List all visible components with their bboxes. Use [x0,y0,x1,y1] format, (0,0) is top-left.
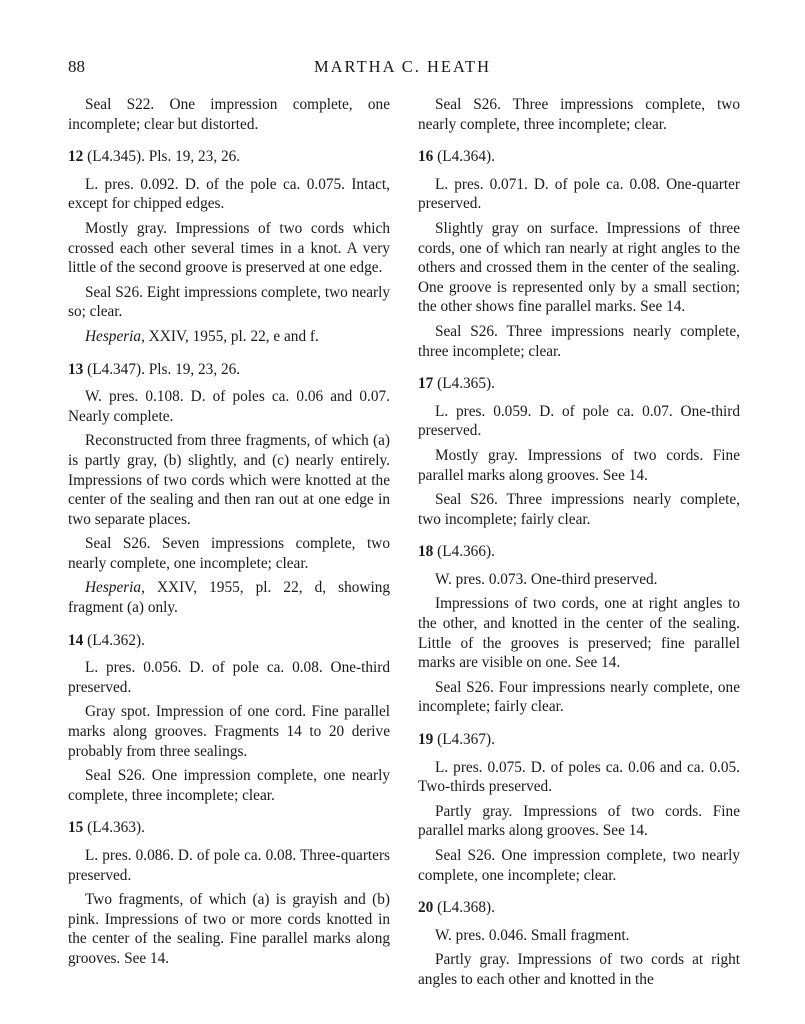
paragraph: L. pres. 0.071. D. of pole ca. 0.08. One-quarter preserved. [418,175,740,213]
entry-number: 18 [418,543,434,561]
paragraph: Mostly gray. Impressions of two cords which crossed each other several times in a knot. A very little of the second groove is preserved at one edge. [68,219,390,277]
left-column [68,95,390,974]
bibliography-reference [68,327,390,347]
paragraph: W. pres. 0.108. D. of poles ca. 0.06 and 0.07. Nearly complete. [68,388,390,425]
entry-plates: Pls. 19, 23, 26. [148,148,241,166]
entry-label: (L4.367). [437,731,495,749]
entry-heading [418,374,740,394]
entry-label: (L4.345). [87,148,145,166]
paragraph: L. pres. 0.056. D. of pole ca. 0.08. One-third preserved. [68,659,390,696]
entry-label: (L4.368). [437,899,495,917]
paragraph: Reconstructed from three fragments, of which (a) is partly gray, (b) slightly, and (c) nearly entirely. Impressions of two cords which were knotted at the center of the sealing and then ran out at one edge in two separate places. [68,432,390,528]
entry-label: (L4.347). [87,360,145,378]
entry-number: 17 [418,375,434,393]
catalog-entry-15 [68,818,390,968]
paragraph: Partly gray. Impressions of two cords at right angles to each other and knotted in the [418,951,740,988]
paragraph: L. pres. 0.059. D. of pole ca. 0.07. One-third preserved. [418,402,740,440]
paragraph: Mostly gray. Impressions of two cords. Fine parallel marks along grooves. See 14. [418,446,740,484]
paragraph: Seal S26. Three impressions nearly complete, three incomplete; clear. [418,322,740,360]
entry-heading [68,818,390,838]
paragraph: L. pres. 0.075. D. of poles ca. 0.06 and ca. 0.05. Two-thirds preserved. [418,758,740,796]
entry-label: (L4.366). [437,543,495,561]
paragraph: Seal S26. One impression complete, one nearly complete, three incomplete; clear. [68,767,390,804]
entry-label: (L4.362). [87,631,145,649]
entry-heading [418,730,740,750]
entry-heading [418,542,740,562]
entry-label: (L4.364). [437,148,495,166]
catalog-entry-12 [68,147,390,346]
catalog-entry-18 [418,542,740,717]
catalog-entry-13 [68,360,390,618]
paragraph: Gray spot. Impression of one cord. Fine parallel marks along grooves. Fragments 14 to 20 derive probably from three sealings. [68,703,390,760]
right-column [418,95,740,995]
journal-title: Hesperia [85,327,142,345]
continuation-text [418,95,740,134]
running-head: MARTHA C. HEATH [313,57,492,76]
entry-heading [68,360,390,380]
catalog-entry-14 [68,631,390,806]
entry-number: 20 [418,899,434,917]
reference-details: , XXIV, 1955, pl. 22, d, showing fragment (a) only. [68,579,390,617]
page-header [0,57,805,81]
entry-label: (L4.363). [87,819,145,837]
journal-title: Hesperia [85,579,142,597]
paragraph: Seal S26. Seven impressions complete, two nearly complete, one incomplete; clear. [68,535,390,572]
entry-number: 16 [418,148,434,166]
paragraph: W. pres. 0.073. One-third preserved. [435,570,658,588]
entry-heading [418,147,740,167]
entry-number: 12 [68,148,84,166]
paragraph: Impressions of two cords, one at right angles to the other, and knotted in the center of the sealing. Little of the grooves is preserved; fine parallel marks are visible on one. See 14. [418,595,740,672]
paragraph: Seal S26. One impression complete, two nearly complete, one incomplete; clear. [418,847,740,884]
catalog-entry-17 [418,374,740,529]
catalog-entry-16 [418,147,740,361]
paragraph: Seal S26. Eight impressions complete, two nearly so; clear. [68,283,390,321]
paragraph: L. pres. 0.086. D. of pole ca. 0.08. Three-quarters preserved. [68,847,390,884]
paragraph: Slightly gray on surface. Impressions of three cords, one of which ran nearly at right angles to the others and crossed them in the center of the sealing. One groove is represented only by a small section; the other shows fine parallel marks. See 14. [418,219,740,316]
paragraph: Partly gray. Impressions of two cords. Fine parallel marks along grooves. See 14. [418,802,740,840]
page-number: 88 [68,57,85,76]
entry-label: (L4.365). [437,375,495,393]
bibliography-reference [68,578,390,617]
entry-heading [418,898,740,918]
entry-number: 14 [68,631,84,649]
continuation-text [68,95,390,134]
entry-number: 19 [418,731,434,749]
paragraph: Seal S26. Three impressions complete, two nearly complete, three incomplete; clear. [418,96,740,133]
paragraph: Two fragments, of which (a) is grayish and (b) pink. Impressions of two or more cords knotted in the center of the sealing. Fine parallel marks along grooves. See 14. [68,891,390,967]
paragraph: L. pres. 0.092. D. of the pole ca. 0.075. Intact, except for chipped edges. [68,175,390,213]
reference-details: , XXIV, 1955, pl. 22, e and f. [141,327,319,345]
paragraph: Seal S22. One impression complete, one incomplete; clear but distorted. [68,96,390,133]
paragraph: W. pres. 0.046. Small fragment. [435,926,630,944]
entry-number: 13 [68,360,84,378]
entry-number: 15 [68,819,84,837]
paragraph: Seal S26. Three impressions nearly complete, two incomplete; fairly clear. [418,491,740,528]
catalog-entry-20 [418,898,740,989]
paragraph: Seal S26. Four impressions nearly complete, one incomplete; fairly clear. [418,678,740,716]
entry-heading [68,147,390,167]
entry-heading [68,631,390,651]
entry-plates: Pls. 19, 23, 26. [148,360,241,378]
catalog-entry-19 [418,730,740,885]
